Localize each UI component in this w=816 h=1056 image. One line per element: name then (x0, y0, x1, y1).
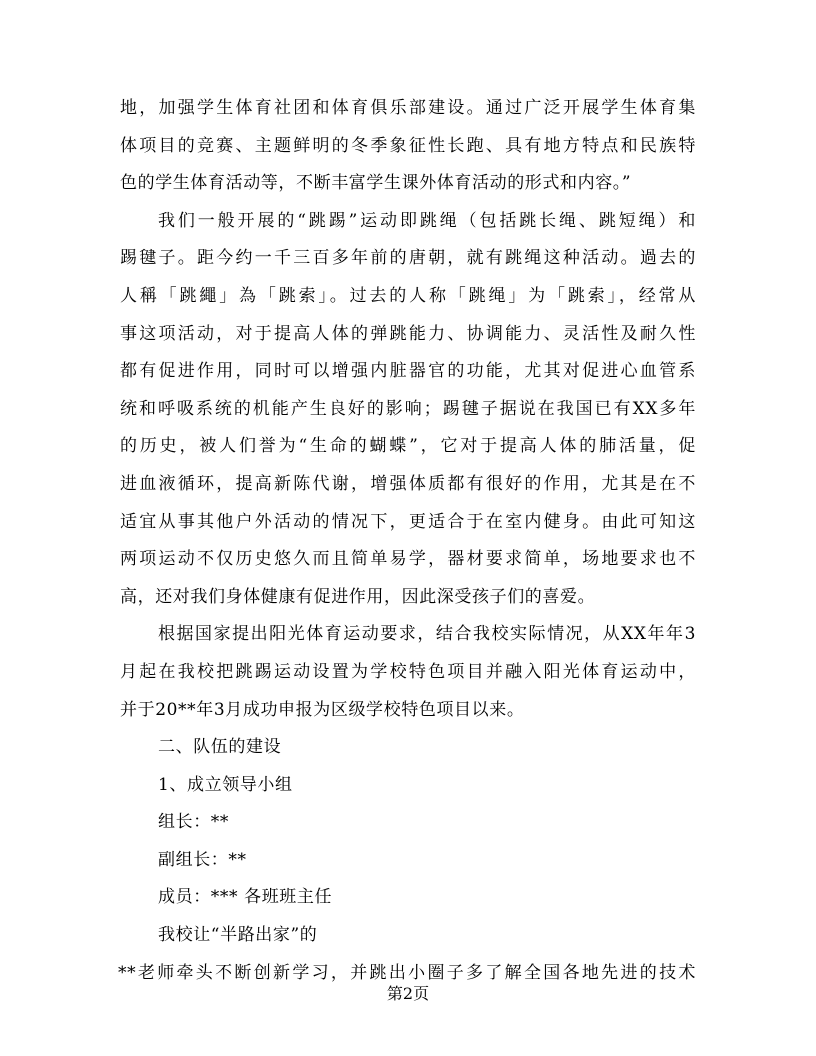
text-line: 进血液循环，提高新陈代谢，增强体质都有很好的作用，尤其是在不 (120, 473, 696, 494)
text-line: 统和呼吸系统的机能产生良好的影响；踢毽子据说在我国已有XX多年 (120, 398, 696, 419)
text-line: 的历史，被人们誉为“生命的蝴蝶”，它对于提高人体的肺活量，促 (120, 436, 696, 457)
text-line: 踢毽子。距今约一千三百多年前的唐朝，就有跳绳这种活动。過去的 (120, 248, 696, 269)
text-line: 适宜从事其他户外活动的情况下，更适合于在室内健身。由此可知这 (120, 511, 696, 532)
text-line: 人稱「跳繩」為「跳索」。过去的人称「跳绳」为「跳索」，经常从 (120, 285, 696, 306)
document-body (120, 90, 696, 992)
subsection-heading: 1、成立领导小组 (158, 774, 293, 795)
section-heading: 二、队伍的建设 (158, 737, 282, 758)
text-line: 并于20**年3月成功申报为区级学校特色项目以来。 (120, 699, 525, 720)
page-number: 第2页 (386, 984, 430, 1003)
text-line: 高，还对我们身体健康有促进作用，因此深受孩子们的喜爱。 (120, 586, 596, 607)
text-line: **老师牵头不断创新学习，并跳出小圈子多了解全国各地先进的技术 (118, 962, 696, 983)
text-line: 色的学生体育活动等，不断丰富学生课外体育活动的形式和内容。” (120, 173, 632, 194)
text-line: 月起在我校把跳踢运动设置为学校特色项目并融入阳光体育运动中， (120, 661, 696, 682)
text-line: 都有促进作用，同时可以增强内脏器官的功能，尤其对促进心血管系 (120, 361, 696, 382)
text-line: 体项目的竞赛、主题鲜明的冬季象征性长跑、具有地方特点和民族特 (120, 135, 696, 156)
paragraph-start-line: 我校让“半路出家”的 (158, 925, 318, 946)
text-line: 地，加强学生体育社团和体育俱乐部建设。通过广泛开展学生体育集 (120, 98, 696, 118)
paragraph-start-line: 根据国家提出阳光体育运动要求，结合我校实际情况，从XX年年3 (158, 624, 696, 645)
paragraph-start-line: 我们一般开展的“跳踢”运动即跳绳（包括跳长绳、跳短绳）和 (158, 210, 696, 231)
deputy-leader-line: 副组长：** (158, 849, 247, 870)
members-line: 成员：*** 各班班主任 (158, 887, 333, 908)
group-leader-line: 组长：** (158, 812, 229, 833)
text-line: 事这项活动，对于提高人体的弹跳能力、协调能力、灵活性及耐久性 (120, 323, 696, 344)
text-line: 两项运动不仅历史悠久而且简单易学，器材要求简单，场地要求也不 (120, 549, 696, 570)
